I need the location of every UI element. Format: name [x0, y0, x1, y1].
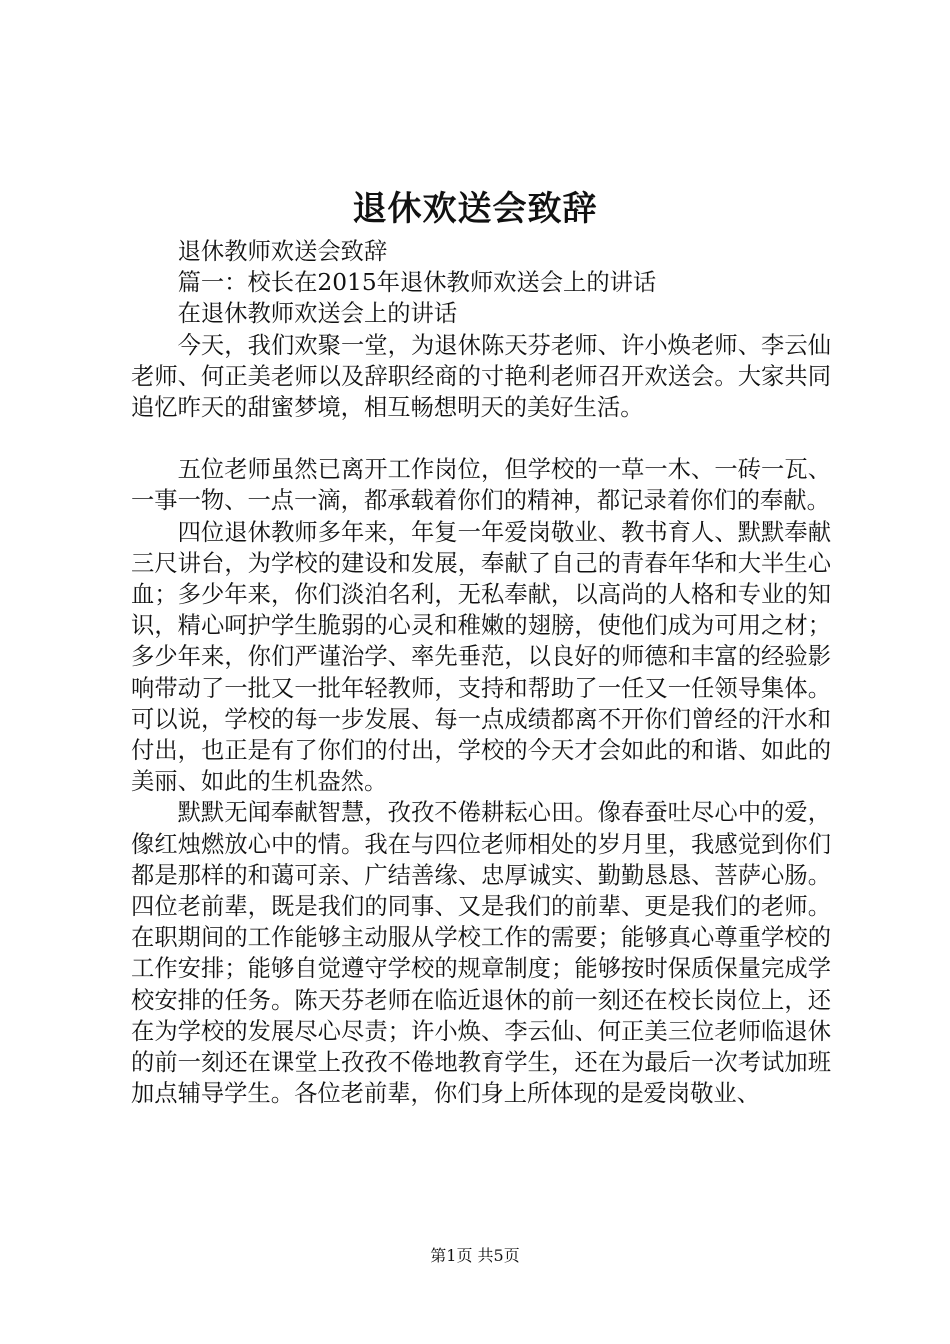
paragraph-section-heading: 篇一：校长在2015年退休教师欢送会上的讲话: [177, 269, 657, 297]
paragraph-subtitle: 退休教师欢送会致辞: [177, 238, 388, 265]
paragraph-speech-heading: 在退休教师欢送会上的讲话: [177, 300, 458, 328]
paragraph-five-teachers: 五位老师虽然已离开工作岗位，但学校的一草一木、一砖一瓦、一事一物、一点一滴，都承载着你们的精神，都记录着你们的奉献。: [131, 456, 831, 515]
paragraph-dedication: 默默无闻奉献智慧，孜孜不倦耕耘心田。像春蚕吐尽心中的爱，像红烛燃放心中的情。我在与四位老师相处的岁月里，我感觉到你们都是那样的和蔼可亲、广结善缘、忠厚诚实、勤勤恳恳、菩萨心肠。四位老前辈，既是我们的同事、又是我们的前辈、更是我们的老师。在职期间的工作能够主动服从学校工作的需要；能够真心尊重学校的工作安排；能够自觉遵守学校的规章制度；能够按时保质保量完成学校安排的任务。陈天芬老师在临近退休的前一刻还在校长岗位上，还在为学校的发展尽心尽责；许小焕、李云仙、何正美三位老师临退休的前一刻还在课堂上孜孜不倦地教育学生，还在为最后一次考试加班加点辅导学生。各位老前辈，你们身上所体现的是爱岗敬业、: [131, 799, 831, 1108]
document-body: [131, 236, 831, 1109]
page-footer: 第1页 共5页: [430, 1246, 520, 1265]
paragraph-four-retirees: 四位退休教师多年来，年复一年爱岗敬业、教书育人、默默奉献三尺讲台，为学校的建设和发展，奉献了自己的青春年华和大半生心血；多少年来，你们淡泊名利，无私奉献，以高尚的人格和专业的知识，精心呵护学生脆弱的心灵和稚嫩的翅膀，使他们成为可用之材；多少年来，你们严谨治学、率先垂范，以良好的师德和丰富的经验影响带动了一批又一批年轻教师，支持和帮助了一任又一任领导集体。可以说，学校的每一步发展、每一点成绩都离不开你们曾经的汗水和付出，也正是有了你们的付出，学校的今天才会如此的和谐、如此的美丽、如此的生机盎然。: [131, 518, 831, 796]
document-title: 退休欢送会致辞: [352, 189, 598, 229]
paragraph-opening: 今天，我们欢聚一堂，为退休陈天芬老师、许小焕老师、李云仙老师、何正美老师以及辞职经商的寸艳利老师召开欢送会。大家共同追忆昨天的甜蜜梦境，相互畅想明天的美好生活。: [131, 331, 831, 422]
